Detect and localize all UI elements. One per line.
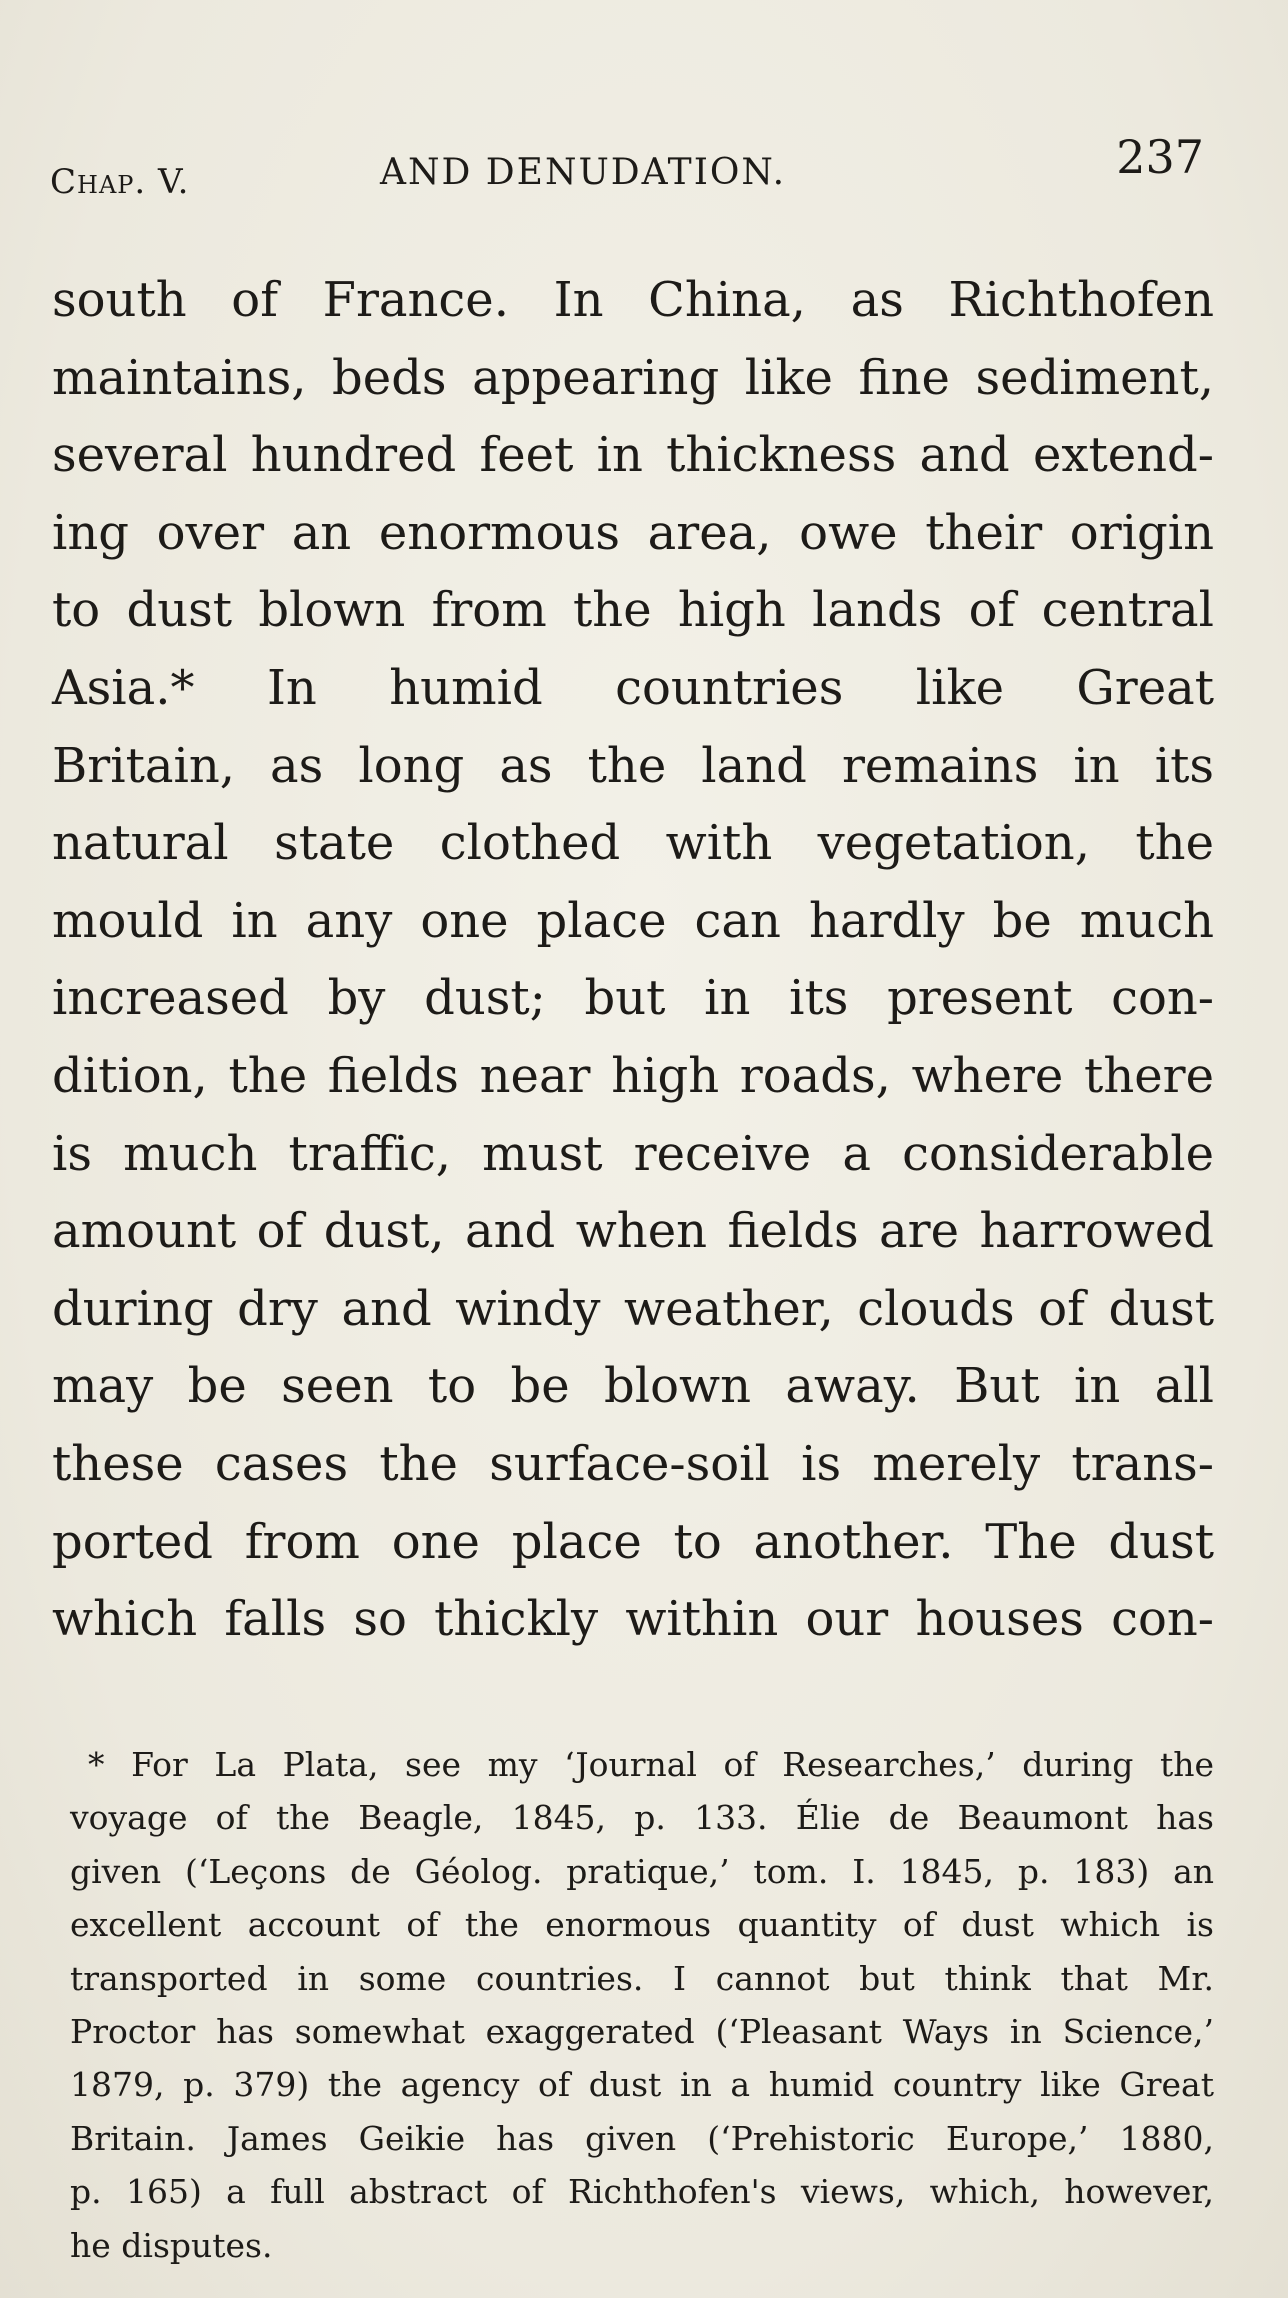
running-title: AND DENUDATION. — [380, 152, 787, 193]
body-text — [52, 262, 1214, 1659]
body-line: Asia.* In humid countries like Great — [52, 659, 1214, 716]
footnote-line: excellent account of the enormous quantity of dust which is — [70, 1905, 1214, 1945]
footnote-line: given (‘Leçons de Géolog. pratique,’ tom. I. 1845, p. 183) an — [70, 1851, 1214, 1891]
body-line: ing over an enormous area, owe their origin — [52, 504, 1214, 561]
footnote-line: Proctor has somewhat exaggerated (‘Pleasant Ways in Science,’ — [70, 2011, 1214, 2051]
footnote-line: transported in some countries. I cannot but think that Mr. — [70, 1958, 1214, 1998]
footnote-line: he disputes. — [70, 2225, 273, 2265]
footnote-line: voyage of the Beagle, 1845, p. 133. Élie de Beaumont has — [70, 1798, 1214, 1838]
body-line: which falls so thickly within our houses con- — [52, 1591, 1214, 1648]
chapter-label: Chap. V. — [50, 162, 190, 202]
footnote-line: * For La Plata, see my ‘Journal of Researches,’ during the — [88, 1745, 1214, 1784]
body-line: mould in any one place can hardly be much — [52, 892, 1214, 949]
footnote-line: 1879, p. 379) the agency of dust in a humid country like Great — [70, 2065, 1214, 2105]
body-line: Britain, as long as the land remains in its — [52, 737, 1214, 794]
body-line: maintains, beds appearing like fine sediment, — [52, 349, 1214, 406]
body-line: amount of dust, and when fields are harrowed — [52, 1203, 1214, 1260]
body-line: increased by dust; but in its present con- — [52, 970, 1214, 1027]
body-line: natural state clothed with vegetation, the — [52, 815, 1214, 872]
body-line: ported from one place to another. The dust — [52, 1513, 1214, 1570]
body-line: south of France. In China, as Richthofen — [52, 272, 1214, 328]
body-line: dition, the fields near high roads, where there — [52, 1047, 1214, 1104]
body-line: during dry and windy weather, clouds of dust — [52, 1280, 1214, 1337]
footnote — [70, 1738, 1214, 2272]
body-line: several hundred feet in thickness and extend- — [52, 427, 1214, 484]
footnote-line: Britain. James Geikie has given (‘Prehistoric Europe,’ 1880, — [70, 2118, 1214, 2158]
body-line: these cases the surface-soil is merely trans- — [52, 1435, 1214, 1492]
page-number: 237 — [1116, 130, 1204, 184]
running-header — [50, 130, 1204, 202]
body-line: may be seen to be blown away. But in all — [52, 1358, 1214, 1415]
body-line: is much traffic, must receive a considerable — [52, 1125, 1214, 1182]
footnote-line: p. 165) a full abstract of Richthofen's views, which, however, — [70, 2172, 1214, 2212]
body-line: to dust blown from the high lands of central — [52, 582, 1214, 639]
